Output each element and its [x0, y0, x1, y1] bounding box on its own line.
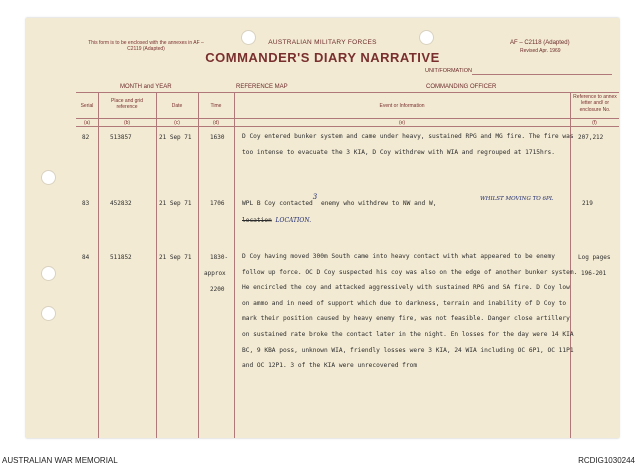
date-cell: 21 Sep 71 — [159, 254, 192, 261]
col-head-event: Event or Information — [379, 103, 425, 109]
reference-cell: 219 — [582, 200, 593, 207]
col-letter: (a) — [83, 120, 91, 126]
grid-cell: 513857 — [110, 134, 132, 141]
col-letter: (f) — [592, 120, 597, 126]
col-head-time: Time — [210, 103, 222, 109]
serial-cell: 83 — [82, 200, 90, 207]
time-cell: 1706 — [210, 200, 225, 207]
col-divider — [198, 92, 199, 438]
form-number: AF – C2118 (Adapted) — [510, 40, 570, 46]
handwritten-insert: WHILST MOVING TO 6PL — [480, 196, 554, 202]
revised-date: Revised Apr. 1969 — [520, 48, 561, 54]
grid-cell: 452832 — [110, 200, 132, 207]
col-letter: (b) — [123, 120, 131, 126]
time-cell: 1630 — [210, 134, 225, 141]
col-letter: (c) — [174, 120, 180, 126]
grid-cell: 511852 — [110, 254, 132, 261]
month-label: MONTH and YEAR — [120, 84, 172, 90]
handwritten-correction: 3 — [312, 193, 318, 201]
footer-record-id: RCDIG1030244 — [578, 456, 635, 465]
letter-row-rule — [76, 118, 619, 119]
serial-cell: 84 — [82, 254, 90, 261]
col-letter: (d) — [212, 120, 220, 126]
date-cell: 21 Sep 71 — [159, 134, 192, 141]
event-text: enemy who withdrew to NW and W, — [317, 200, 437, 207]
col-head-date: Date — [171, 103, 183, 109]
col-divider — [156, 92, 157, 438]
time-cell: 2200 — [210, 286, 225, 293]
event-text: D Coy having moved 300m South came into heavy contact with what appeared to be enemy follow up force. OC D Coy suspected his coy was also on the edge of another bunker system. He encircled the coy and attacked aggressively with sustained RPG and SA fire. D Coy low on ammo and in need of support which due to darkness, terrain and inability of D Coy to mark their position caused by heavy enemy fire, was not feasible. Danger close artillery on sustained rate broke the contact later in the night. En losses for the day were 14 KIA BC, 9 KBA poss, unknown WIA, friendly losses were 3 KIA, 24 WIA including OC 6P1, OC 11P1 and OC 12P1. 3 of the KIA were unrecovered from — [242, 253, 578, 370]
time-cell: approx — [204, 270, 226, 277]
punch-hole — [41, 306, 56, 321]
time-cell: 1830- — [210, 254, 229, 261]
col-divider — [234, 92, 235, 438]
unit-label: UNIT/FORMATION — [425, 68, 472, 74]
event-text: D Coy entered bunker system and came under heavy, sustained RPG and MG fire. The fire was too intense to evacuate the 3 KIA, D Coy withdrew with WIA and regrouped at 1715hrs. — [242, 133, 574, 156]
event-cell — [242, 195, 580, 229]
struck-text: location — [242, 217, 272, 224]
form-note: This form is to be enclosed with the annexes in AF – C2119 (Adapted) — [88, 40, 204, 52]
ref-map-label: REFERENCE MAP — [236, 84, 288, 90]
co-label: COMMANDING OFFICER — [426, 84, 497, 90]
punch-hole — [41, 170, 56, 185]
serial-cell: 82 — [82, 134, 90, 141]
date-cell: 21 Sep 71 — [159, 200, 192, 207]
table-top-rule — [76, 92, 619, 93]
col-divider — [98, 92, 99, 438]
event-cell — [242, 249, 580, 374]
forces-heading: AUSTRALIAN MILITARY FORCES — [268, 39, 377, 46]
punch-hole — [41, 266, 56, 281]
page-title: COMMANDER'S DIARY NARRATIVE — [205, 50, 440, 65]
reference-cell: 196-201 — [581, 270, 607, 277]
handwritten-correction: LOCATION. — [275, 217, 312, 224]
unit-line — [472, 74, 612, 75]
reference-cell: Log pages — [578, 254, 611, 261]
event-text: WPL B Coy contacted — [242, 200, 313, 207]
col-letter: (e) — [398, 120, 406, 126]
reference-cell: 207,212 — [578, 134, 604, 141]
col-head-serial: Serial — [80, 103, 94, 109]
footer-source: AUSTRALIAN WAR MEMORIAL — [2, 456, 118, 465]
col-head-reference: Reference to annex letter and/ or enclosure No. — [573, 94, 617, 113]
col-head-place: Place and grid reference — [111, 98, 143, 111]
event-cell — [242, 129, 580, 160]
diary-sheet — [26, 18, 619, 438]
